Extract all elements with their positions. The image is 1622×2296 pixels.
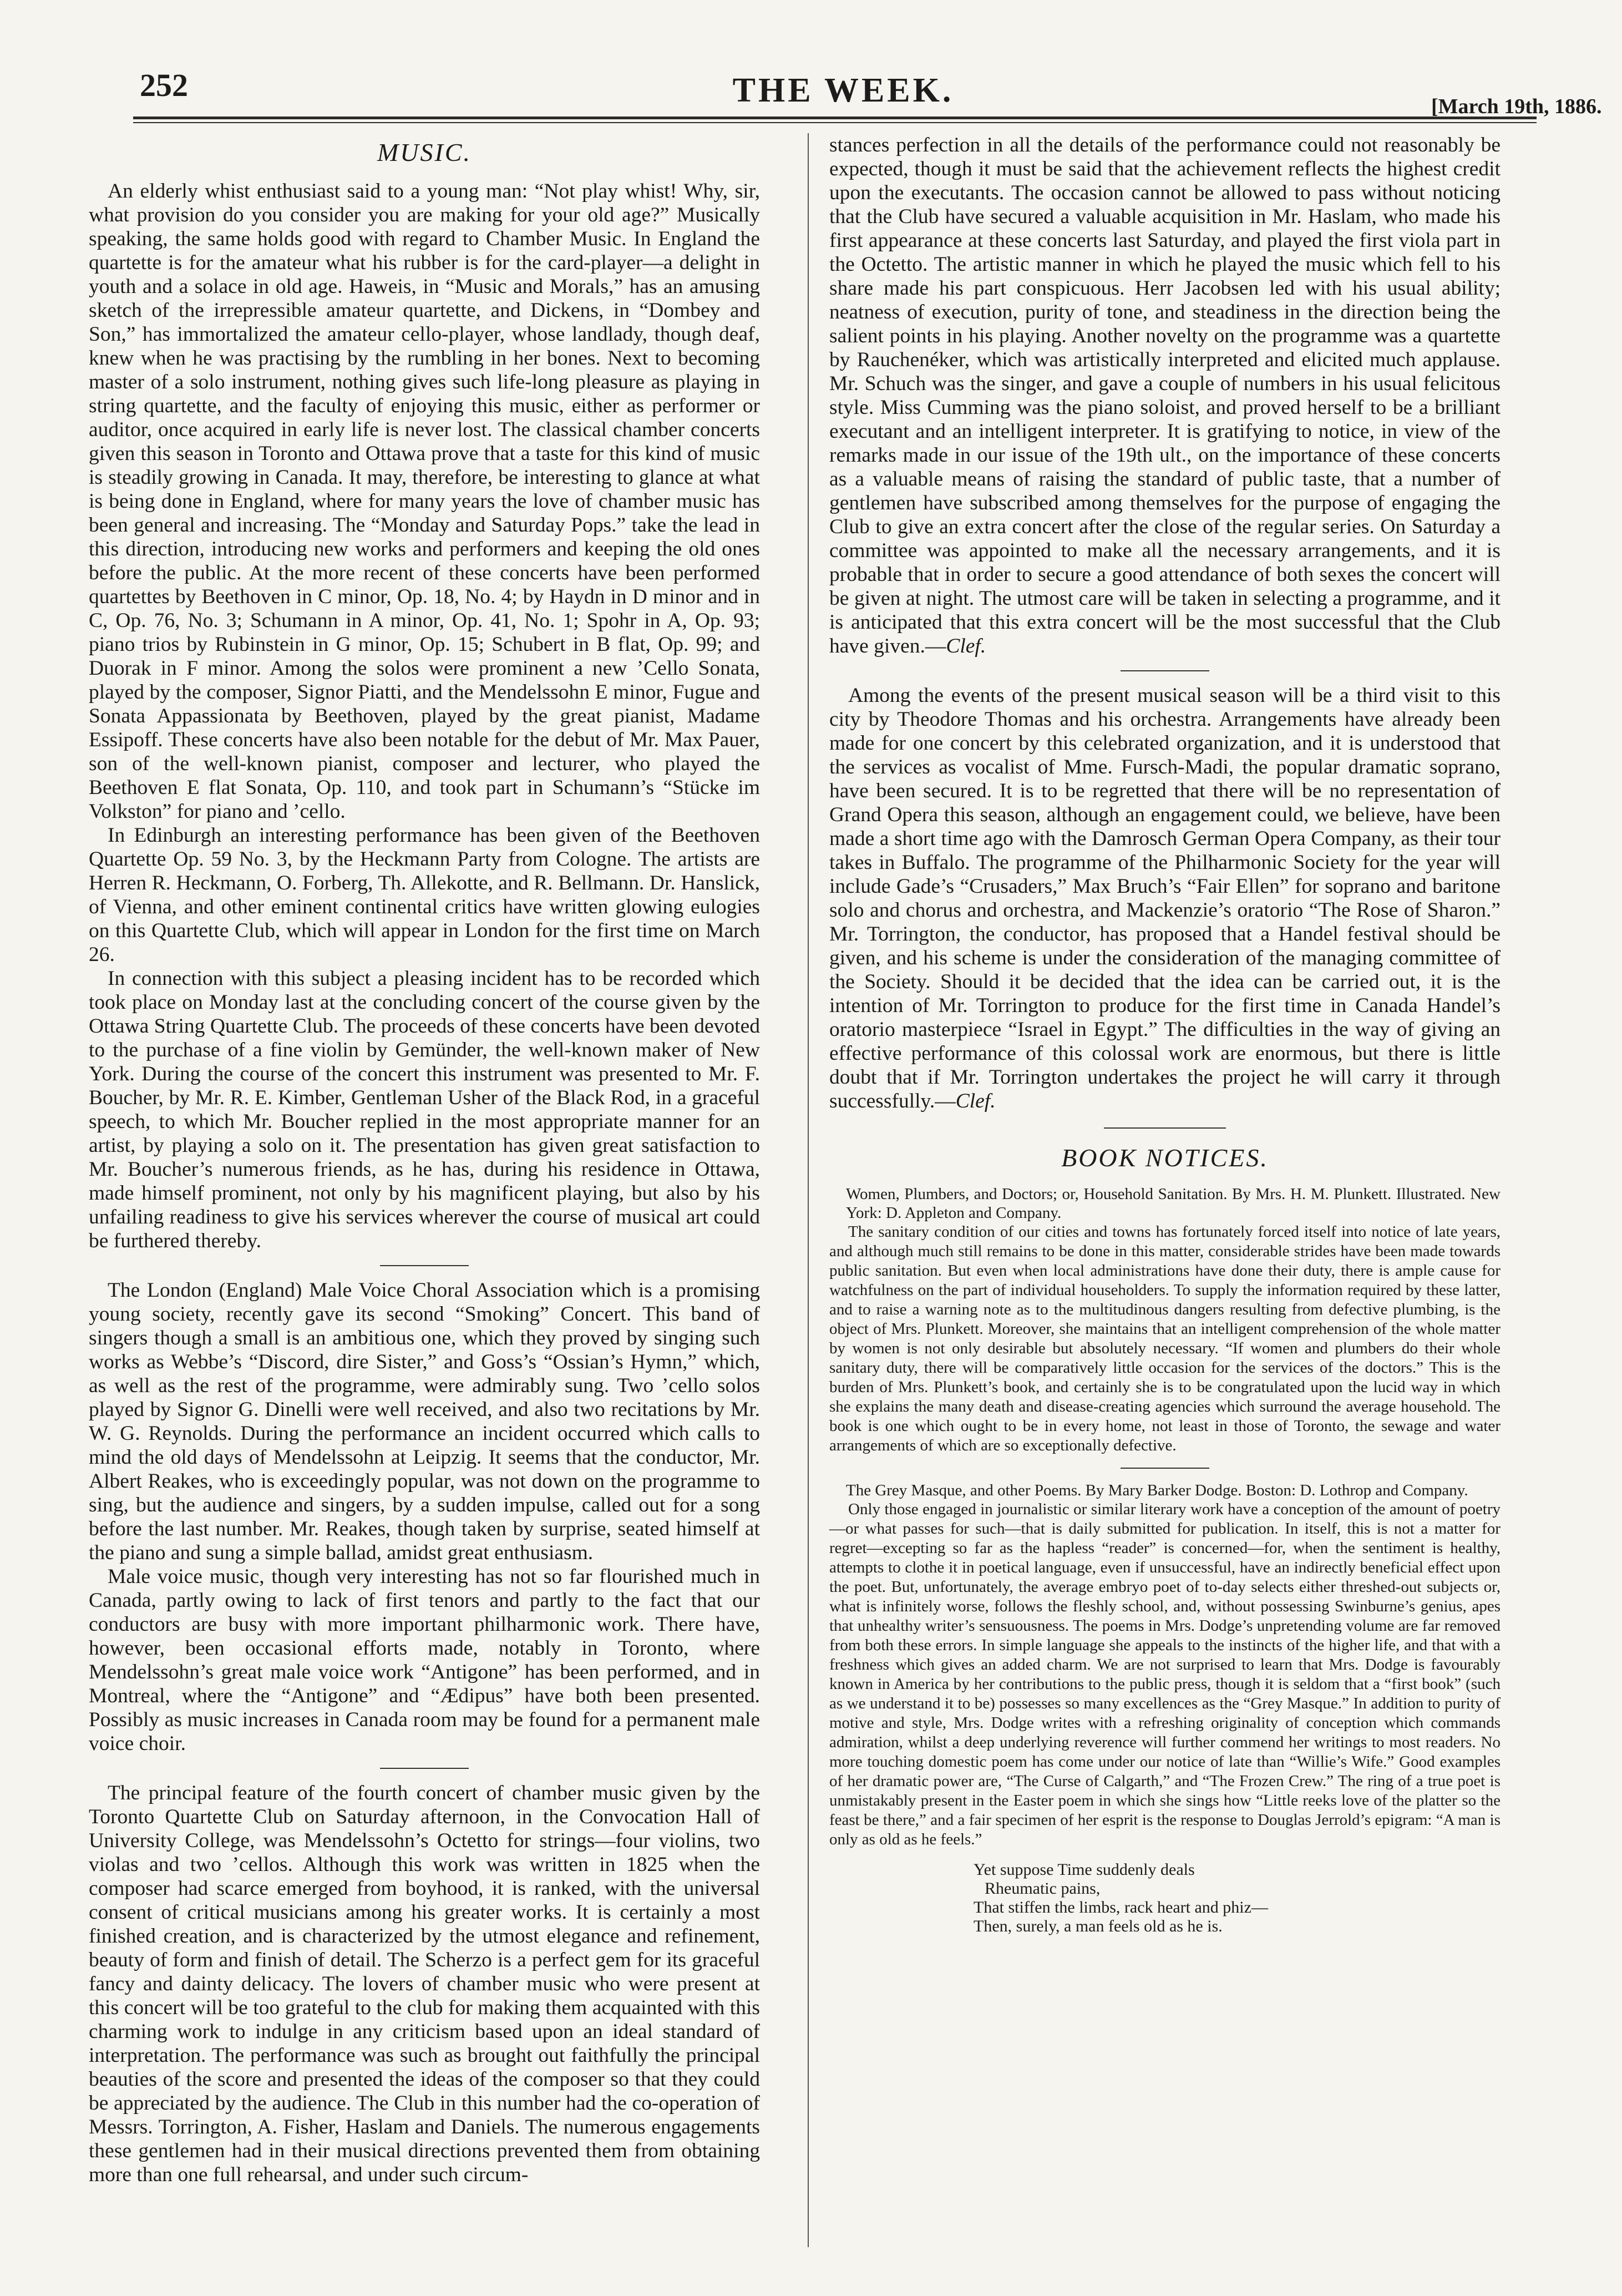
book-notices-section-title: BOOK NOTICES. — [1061, 1144, 1269, 1172]
header-rule — [133, 117, 1537, 119]
music-paragraph-quartette-continued-text: stances perfection in all the details of the performance could not reasonably be expected, though it must be said that the achievement reflects the highest credit upon the executants. The occasion cannot be allowed to pass without noticing that the Club have secured a valuable acquisition in Mr. Haslam, who made his first appearance at these concerts last Saturday, and played the first viola part in the Octetto. The artistic manner in which he played the music which fell to his share made his part conspicuous. Herr Jacobsen led with his usual ability; neatness of execution, purity of tone, and steadiness in the direction being the salient points in his playing. Another novelty on the programme was a quartette by Rauchenéker, which was artistically interpreted and elicited much applause. Mr. Schuch was the singer, and gave a couple of numbers in his usual felicitous style. Miss Cumming was the piano soloist, and proved herself to be a brilliant executant and an intelligent interpreter. It is gratifying to notice, in view of the remarks made in our issue of the 19th ult., on the importance of these concerts as a valuable means of raising the standard of public taste, that a number of gentlemen have subscribed among themselves for the purpose of engaging the Club to give an extra concert after the close of the regular series. On Saturday a committee was appointed to make all the necessary arrangements, and it is probable that in order to secure a good attendance of both sexes the concert will be given at night. The utmost care will be taken in selecting a programme, and it is anticipated that this extra concert will be the most successful that the Club have given.— — [829, 134, 1501, 658]
issue-date: [March 19th, 1886. — [1431, 95, 1602, 118]
music-article — [89, 179, 760, 2187]
header-rule-thin — [133, 122, 1537, 123]
book-notice-review-grey-masque: Only those engaged in journalistic or similar literary work have a conception of the amount of poetry—or what passes for such—that is daily submitted for publication. In itself, this is not a matter for regret—excepting so far as the hapless “reader” is concerned—for, when the sentiment is healthy, attempts to clothe it in poetical language, even if unsuccessful, have an indirectly beneficial effect upon the poet. But, unfortunately, the average embryo poet of to-day selects either threshed-out subjects or, what is infinitely worse, follows the fleshly school, and, without possessing Swinburne’s genius, apes that unhealthy writer’s sensuousness. The poems in Mrs. Dodge’s unpretending volume are far removed from both these errors. In simple language she appeals to the instincts of the higher life, and that with a freshness which gives an added charm. We are not surprised to learn that Mrs. Dodge is favourably known in America by her contributions to the public press, though it is seldom that a “first book” (such as we understand it to be) possesses so many excellences as the “Grey Masque.” In addition to purity of motive and style, Mrs. Dodge writes with a refreshing originality of conception which commands admiration, whilst a deep underlying reverence will further commend her writings to most readers. No more touching domestic poem has come under our notice of late than “Willie’s Wife.” Good examples of her dramatic power are, “The Curse of Calgarth,” and “The Frozen Crew.” The ring of a true poet is unmistakably present in the Easter poem in which she sings how “Little reeks love of the platter so the feast be there,” and a fair specimen of her esprit is the response to Douglas Jerrold’s epigram: “A man is only as old as he feels.” — [829, 1500, 1501, 1848]
music-paragraph-london-choral: The London (England) Male Voice Choral Association which is a promising young society, recently gave its second “Smoking” Concert. This band of singers though a small is an ambitious one, which they proved by singing such works as Webbe’s “Discord, dire Sister,” and Goss’s “Ossian’s Hymn,” which, as well as the rest of the programme, were admirably sung. Two ’cello solos played by Signor G. Dinelli were well received, and also two recitations by Mr. W. G. Reynolds. During the performance an incident occurred which calls to mind the old days of Mendelssohn at Leipzig. It seems that the conductor, Mr. Albert Reakes, who is exceedingly popular, was not down on the programme to sing, but the audience and singers, by a sudden impulse, called out for a song before the last number. Mr. Reakes, though taken by surprise, seated himself at the piano and sung a simple ballad, amidst great enthusiasm. — [89, 1279, 760, 1564]
music-paragraph-events — [829, 684, 1501, 1113]
signature-clef: Clef. — [955, 1090, 996, 1112]
paragraph-separator — [1121, 670, 1209, 671]
music-paragraph-quartette-club: The principal feature of the fourth concert of chamber music given by the Toronto Quartette Club on Saturday afternoon, in the Convocation Hall of University College, was Mendelssohn’s Octetto for strings—four violins, two violas and two ’cellos. Although this work was written in 1825 when the composer had scarce emerged from boyhood, it is ranked, with the universal consent of critical musicians among his greater works. It is certainly a most finished creation, and is characterized by the utmost elegance and refinement, beauty of form and finish of detail. The Scherzo is a perfect gem for its graceful fancy and dainty delicacy. The lovers of chamber music who were present at this concert will be too grateful to the club for making them acquainted with this charming work to indulge in any criticism based upon an ideal standard of interpretation. The performance was such as brought out faithfully the principal beauties of the score and presented the ideas of the composer so that they could be appreciated by the audience. The Club in this number had the co-operation of Messrs. Torrington, A. Fisher, Haslam and Daniels. The numerous engagements these gentlemen had in their musical directions prevented them from obtaining more than one full rehearsal, and under such circum- — [89, 1782, 760, 2186]
paragraph-separator — [1121, 1468, 1209, 1469]
music-paragraph-male-voice: Male voice music, though very interesting has not so far flourished much in Canada, partly owing to lack of first tenors and partly to the fact that our conductors are busy with more important philharmonic work. There have, however, been occasional efforts made, notably in Toronto, where Mendelssohn’s great male voice work “Antigone” has been performed, and in Montreal, where the “Antigone” and “Ædipus” have both been presented. Possibly as music increases in Canada room may be found for a permanent male voice choir. — [89, 1565, 760, 1755]
verse-line: Then, surely, a man feels old as he is. — [974, 1917, 1223, 1935]
music-paragraph-whist: An elderly whist enthusiast said to a young man: “Not play whist! Why, sir, what provision do you consider you are making for your old age?” Musically speaking, the same holds good with regard to Chamber Music. In England the quartette is for the amateur what his rubber is for the card-player—a delight in youth and a solace in old age. Haweis, in “Music and Morals,” has an amusing sketch of the irrepressible amateur quartette, and Dickens, in “Dombey and Son,” has immortalized the amateur cello-player, whose landlady, though deaf, knew when he was practising by the rumbling in her bones. Next to becoming master of a solo instrument, nothing gives such life-long pleasure as playing in string quartette, and the faculty of enjoying this music, either as performer or auditor, once acquired in early life is never lost. The classical chamber concerts given this season in Toronto and Ottawa prove that a taste for this kind of music is steadily growing in Canada. It may, therefore, be interesting to glance at what is being done in England, where for many years the love of chamber music has been general and increasing. The “Monday and Saturday Pops.” take the lead in this direction, introducing new works and performers and keeping the old ones before the public. At the more recent of these concerts have been performed quartettes by Beethoven in C minor, Op. 18, No. 4; by Haydn in D minor and in C, Op. 76, No. 3; Schumann in A minor, Op. 41, No. 1; Spohr in A, Op. 93; piano trios by Rubinstein in G minor, Op. 15; Schubert in B flat, Op. 99; and Duorak in F minor. Among the solos were prominent a new ’Cello Sonata, played by the composer, Signor Piatti, and the Mendelssohn E minor, Fugue and Sonata Appassionata by Beethoven, played by the great pianist, Madame Essipoff. These concerts have also been notable for the debut of Mr. Max Pauer, son of the well-known pianist, composer and lecturer, who played the Beethoven E flat Sonata, Op. 110, and took part in Schumann’s “Stücke im Volkston” for piano and ’cello. — [89, 180, 760, 823]
verse-line: That stiffen the limbs, rack heart and phiz— — [974, 1898, 1268, 1916]
quoted-verse — [974, 1860, 1501, 1936]
left-column — [89, 133, 760, 2187]
right-column — [829, 133, 1501, 1936]
music-section-title: MUSIC. — [377, 138, 472, 166]
music-paragraph-edinburgh: In Edinburgh an interesting performance has been given of the Beethoven Quartette Op. 59 No. 3, by the Heckmann Party from Cologne. The artists are Herren R. Heckmann, O. Forberg, Th. Allekotte, and R. Bellmann. Dr. Hanslick, of Vienna, and other eminent continental critics have written glowing eulogies on this Quartette Club, which will appear in London for the first time on March 26. — [89, 824, 760, 966]
paragraph-separator — [380, 1265, 469, 1266]
book-notices — [829, 1185, 1501, 1936]
section-separator — [1104, 1127, 1226, 1129]
paragraph-separator — [380, 1768, 469, 1769]
verse-line: Yet suppose Time suddenly deals — [974, 1860, 1195, 1879]
journal-title: THE WEEK. — [732, 72, 954, 109]
music-article-continued — [829, 133, 1501, 1113]
music-paragraph-quartette-continued — [829, 133, 1501, 658]
page-number: 252 — [140, 67, 188, 103]
book-notice-title-women-plumbers: Women, Plumbers, and Doctors; or, Household Sanitation. By Mrs. H. M. Plunkett. Illustrated. New York: D. Appleton and Company. — [846, 1185, 1501, 1222]
music-paragraph-events-text: Among the events of the present musical season will be a third visit to this city by Theodore Thomas and his orchestra. Arrangements have already been made for one concert by this celebrated organization, and it is understood that the services as vocalist of Mme. Fursch-Madi, the popular dramatic soprano, have been secured. It is to be regretted that there will be no representation of Grand Opera this season, although an engagement could, we believe, have been made a short time ago with the Damrosch German Opera Company, as their tour takes in Buffalo. The programme of the Philharmonic Society for the year will include Gade’s “Crusaders,” Max Bruch’s “Fair Ellen” for soprano and baritone solo and chorus and orchestra, and Mackenzie’s oratorio “The Rose of Sharon.” Mr. Torrington, the conductor, has proposed that a Handel festival should be given, and his scheme is under the consideration of the managing committee of the Society. Should it be decided that the idea can be carried out, it is the intention of Mr. Torrington to produce for the first time in Canada Handel’s oratorio masterpiece “Israel in Egypt.” The difficulties in the way of giving an effective performance of this colossal work are enormous, but there is little doubt that if Mr. Torrington undertakes the project he will carry it through successfully.— — [829, 684, 1501, 1112]
column-divider — [808, 133, 809, 2247]
book-notice-review-women-plumbers: The sanitary condition of our cities and towns has fortunately forced itself into notice of late years, and although much still remains to be done in this matter, considerable strides have been made towards public sanitation. But even when local administrations have done their duty, there is ample cause for watchfulness on the part of individual householders. To supply the information required by these latter, and to raise a warning note as to the multitudinous dangers resulting from defective plumbing, is the object of Mrs. Plunkett. Moreover, she maintains that an intelligent comprehension of the whole matter by women is not only desirable but absolutely necessary. “If women and plumbers do their whole sanitary duty, there will be comparatively little occasion for the services of the doctors.” This is the burden of Mrs. Plunkett’s book, and certainly she is to be congratulated upon the lucid way in which she explains the many death and disease-creating agencies which surround the average household. The book is one which ought to be in every home, not least in those of Toronto, the sewage and water arrangements of which are so exceptionally defective. — [829, 1223, 1501, 1454]
music-paragraph-ottawa: In connection with this subject a pleasing incident has to be recorded which took place on Monday last at the concluding concert of the course given by the Ottawa String Quartette Club. The proceeds of these concerts have been devoted to the purchase of a fine violin by Gemünder, the well-known maker of New York. During the course of the concert this instrument was presented to Mr. F. Boucher, by Mr. R. E. Kimber, Gentleman Usher of the Black Rod, in a graceful speech, to which Mr. Boucher replied in the most appropriate manner for an artist, by playing a solo on it. The presentation has given great satisfaction to Mr. Boucher’s numerous friends, as he has, during his residence in Ottawa, made himself prominent, not only by his magnificent playing, but also by his unfailing readiness to give his services wherever the course of musical art could be furthered thereby. — [89, 967, 760, 1252]
signature-clef: Clef. — [946, 635, 986, 658]
verse-line: Rheumatic pains, — [985, 1879, 1101, 1898]
book-notice-title-grey-masque: The Grey Masque, and other Poems. By Mary Barker Dodge. Boston: D. Lothrop and Company. — [846, 1481, 1468, 1499]
